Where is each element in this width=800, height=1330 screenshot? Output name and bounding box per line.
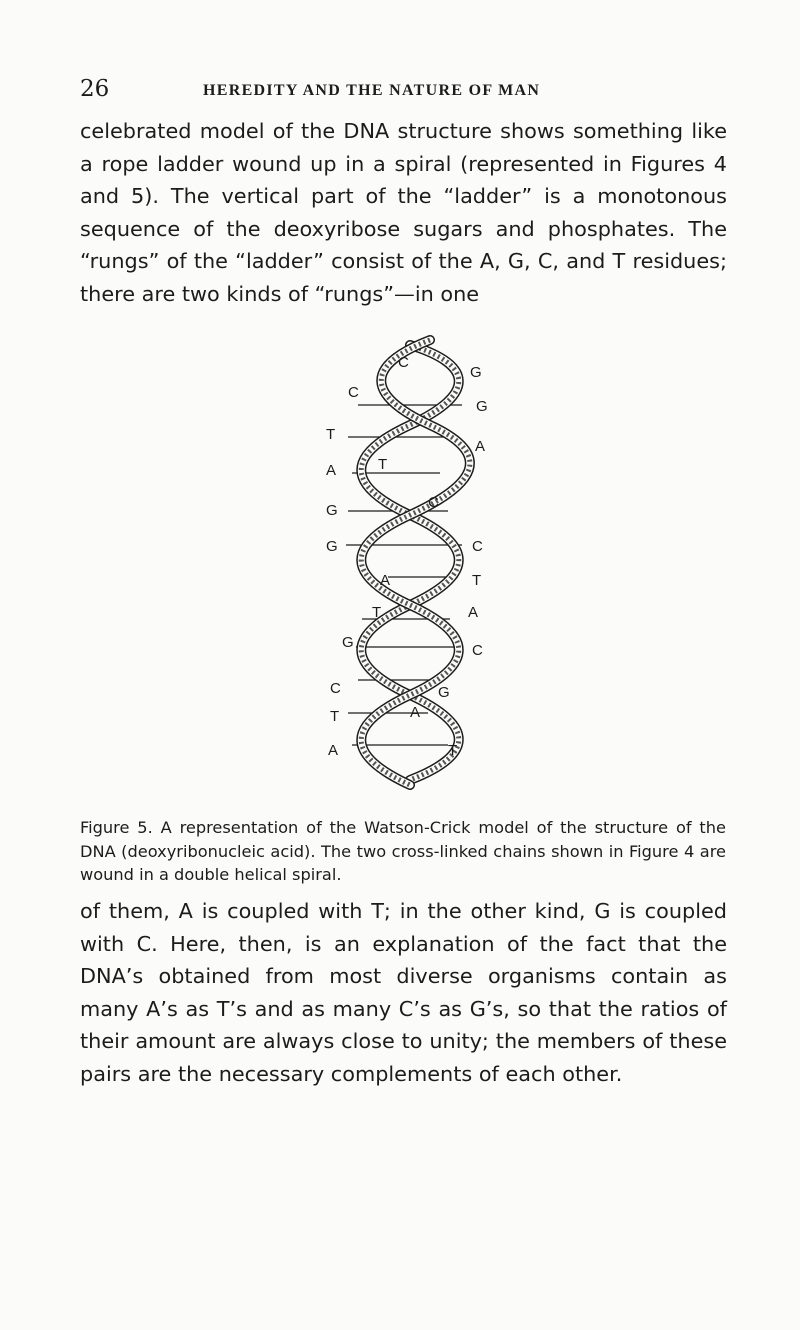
base-label-g: G bbox=[476, 398, 488, 415]
running-head bbox=[80, 76, 720, 106]
base-label-t: T bbox=[330, 708, 340, 725]
page-number: 26 bbox=[80, 76, 110, 102]
base-label-t: T bbox=[378, 456, 388, 473]
dna-helix-illustration bbox=[300, 325, 520, 795]
body-paragraph-bottom: of them, A is coupled with T; in the other kind, G is coupled with C. Here, then, is an explanation of the fact that the DNA’s obtained from most diverse organisms contain as many A’s as T’s and as many C’s as G’s, so that the ratios of their amount are always close to unity; the members of these pairs are the necessary complements of each other. bbox=[80, 899, 727, 1086]
base-label-g: G bbox=[342, 634, 354, 651]
base-label-t: T bbox=[448, 742, 458, 759]
base-label-g: G bbox=[326, 538, 338, 555]
base-label-c: C bbox=[428, 494, 439, 511]
base-label-c: C bbox=[348, 384, 359, 401]
dna-double-helix-figure bbox=[300, 325, 520, 795]
base-label-t: T bbox=[372, 604, 382, 621]
base-label-g: G bbox=[470, 364, 482, 381]
base-label-a: A bbox=[328, 742, 339, 759]
base-label-a: A bbox=[468, 604, 479, 621]
base-label-c: C bbox=[472, 538, 483, 555]
base-label-a: A bbox=[326, 462, 337, 479]
base-label-t: T bbox=[472, 572, 482, 589]
base-label-t: T bbox=[326, 426, 336, 443]
base-label-c: C bbox=[472, 642, 483, 659]
base-label-c: C bbox=[330, 680, 341, 697]
figure-caption: Figure 5. A representation of the Watson-Crick model of the structure of the DNA (deoxyribonucleic acid). The two cross-linked chains shown in Figure 4 are wound in a double helical spiral. bbox=[80, 818, 726, 884]
running-title: HEREDITY AND THE NATURE OF MAN bbox=[203, 82, 541, 99]
body-paragraph-top: celebrated model of the DNA structure shows something like a rope ladder wound up in a spiral (represented in Figures 4 and 5). The vertical part of the “ladder” is a monotonous sequence of the deoxyribose sugars and phosphates. The “rungs” of the “ladder” consist of the A, G, C, and T residues; there are two kinds of “rungs”—in one bbox=[80, 119, 727, 306]
base-label-g: G bbox=[438, 684, 450, 701]
base-label-a: A bbox=[475, 438, 486, 455]
base-label-g: G bbox=[326, 502, 338, 519]
base-label-a: A bbox=[410, 704, 421, 721]
base-label-a: A bbox=[380, 572, 391, 589]
base-label-c: C bbox=[398, 354, 409, 371]
